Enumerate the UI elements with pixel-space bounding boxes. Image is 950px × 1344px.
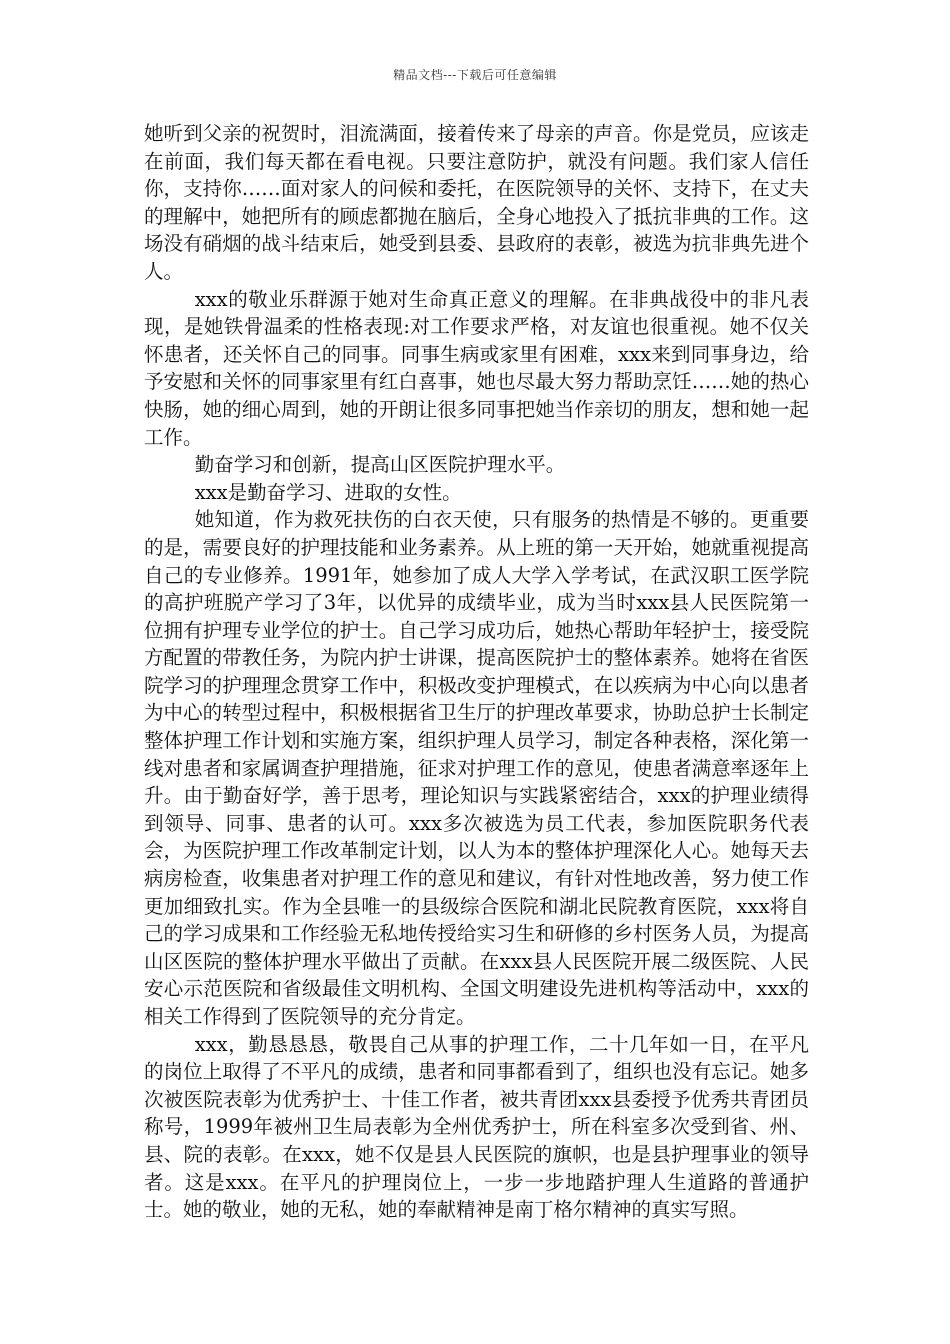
paragraph-1: 她听到父亲的祝贺时，泪流满面，接着传来了母亲的声音。你是党员，应该走在前面，我们每天都在看电视。只要注意防护，就没有问题。我们家人信任你，支持你……面对家人的问候和委托，在医院领导的关怀、支持下，在丈夫的理解中，她把所有的顾虑都抛在脑后，全身心地投入了抵抗非典的工作。这场没有硝烟的战斗结束后，她受到县委、县政府的表彰，被选为抗非典先进个人。 [144,122,809,283]
paragraph-2: xxx的敬业乐群源于她对生命真正意义的理解。在非典战役中的非凡表现，是她铁骨温柔的性格表现:对工作要求严格，对友谊也很重视。她不仅关怀患者，还关怀自己的同事。同事生病或家里有困难，xxx来到同事身边，给予安慰和关怀的同事家里有红白喜事，她也尽最大努力帮助烹饪……她的热心快肠，她的细心周到，她的开朗让很多同事把她当作亲切的朋友，想和她一起工作。 [144,287,809,449]
paragraph-3: 勤奋学习和创新，提高山区医院护理水平。 [194,453,566,477]
document-body [144,120,809,1224]
page-header: 精品文档---下载后可任意编辑 [393,68,557,82]
paragraph-6: xxx，勤恳恳恳，敬畏自己从事的护理工作，二十几年如一日，在平凡的岗位上取得了不平凡的成绩，患者和同事都看到了，组织也没有忘记。她多次被医院表彰为优秀护士、十佳工作者，被共青团xxx县委授予优秀共青团员称号，1999年被州卫生局表彰为全州优秀护士，所在科室多次受到省、州、县、院的表彰。在xxx，她不仅是县人民医院的旗帜，也是县护理事业的领导者。这是xxx。在平凡的护理岗位上，一步一步地踏护理人生道路的普通护士。她的敬业，她的无私，她的奉献精神是南丁格尔精神的真实写照。 [144,1032,809,1222]
paragraph-5: 她知道，作为救死扶伤的白衣天使，只有服务的热情是不够的。更重要的是，需要良好的护理技能和业务素养。从上班的第一天开始，她就重视提高自己的专业修养。1991年，她参加了成人大学入学考试，在武汉职工医学院的高护班脱产学习了3年，以优异的成绩毕业，成为当时xxx县人民医院第一位拥有护理专业学位的护士。自己学习成功后，她热心帮助年轻护士，接受院方配置的带教任务，为院内护士讲课，提高医院护士的整体素养。她将在省医院学习的护理理念贯穿工作中，积极改变护理模式，在以疾病为中心向以患者为中心的转型过程中，积极根据省卫生厅的护理改革要求，协助总护士长制定整体护理工作计划和实施方案，组织护理人员学习，制定各种表格，深化第一线对患者和家属调查护理措施，征求对护理工作的意见，使患者满意率逐年上升。由于勤奋好学，善于思考，理论知识与实践紧密结合，xxx的护理业绩得到领导、同事、患者的认可。xxx多次被选为员工代表，参加医院职务代表会，为医院护理工作改革制定计划，以人为本的整体护理深化人心。她每天去病房检查，收集患者对护理工作的意见和建议，有针对性地改善，努力使工作更加细致扎实。作为全县唯一的县级综合医院和湖北民院教育医院，xxx将自己的学习成果和工作经验无私地传授给实习生和研修的乡村医务人员，为提高山区医院的整体护理水平做出了贡献。在xxx县人民医院开展二级医院、人民安心示范医院和省级最佳文明机构、全国文明建设先进机构等活动中，xxx的相关工作得到了医院领导的充分肯定。 [144,508,809,1028]
paragraph-4: xxx是勤奋学习、进取的女性。 [194,480,462,504]
